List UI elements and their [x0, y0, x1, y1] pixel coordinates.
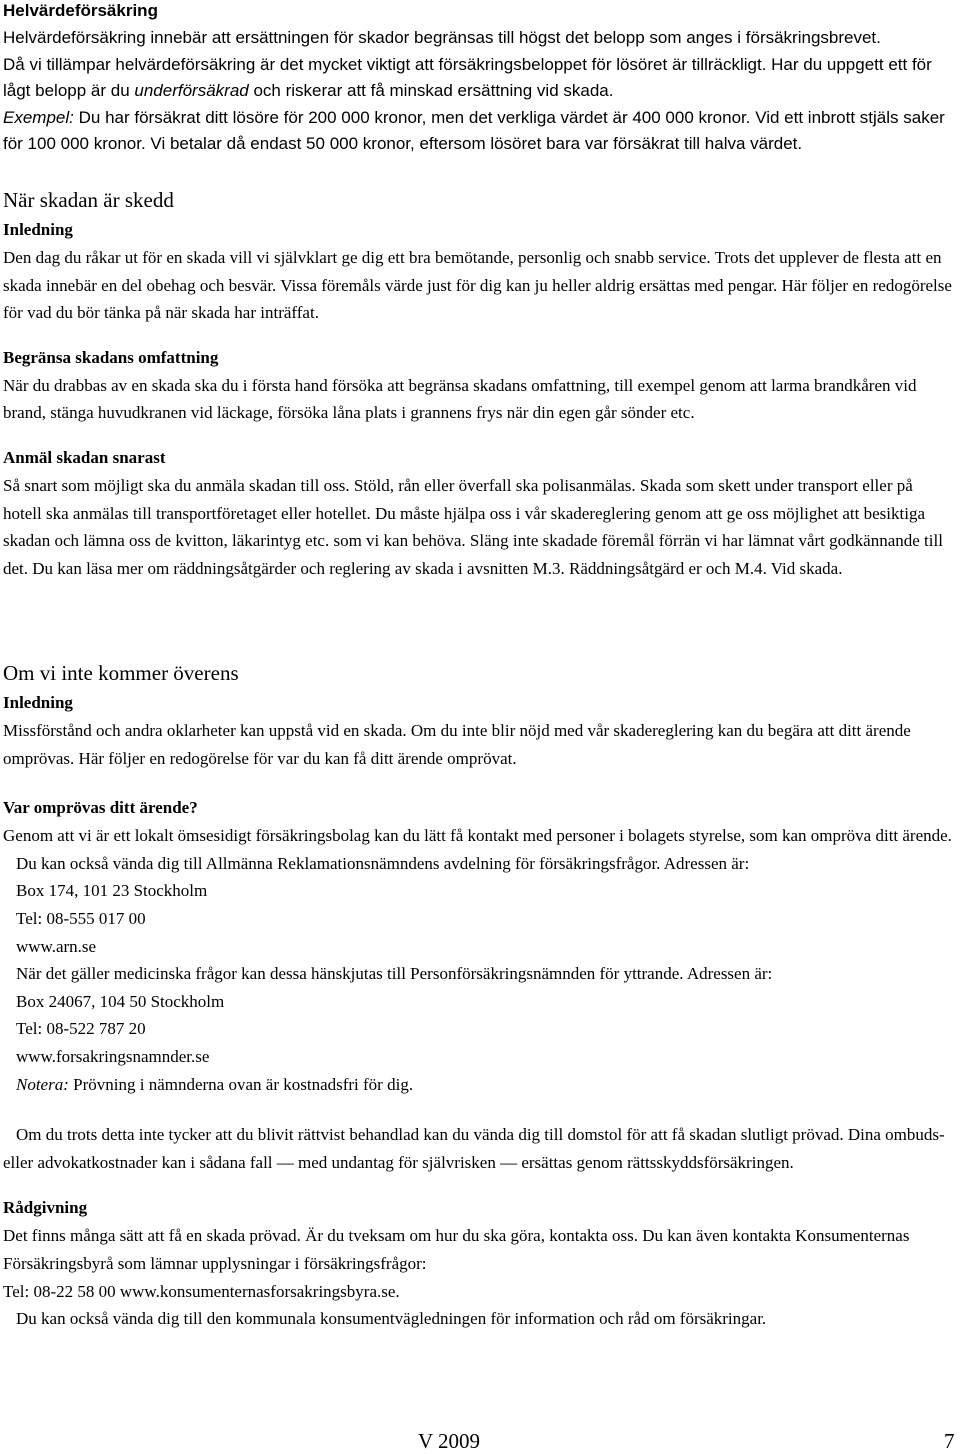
paragraph: Missförstånd och andra oklarheter kan uppstå vid en skada. Om du inte blir nöjd med vår skadereglering kan du begära att ditt ärende omprövas. Här följer en redogörelse för var du kan få ditt ärende omprövat.	[3, 721, 911, 768]
subheading: Begränsa skadans omfattning	[3, 347, 219, 367]
note	[16, 1071, 953, 1099]
section-nar-skadan-ar-skedd	[3, 187, 953, 582]
page-number: 7	[944, 1429, 955, 1453]
paragraph-text: och riskerar att få minskad ersättning vid skada.	[253, 81, 614, 100]
contact-block-arn	[3, 850, 953, 960]
contact-block-pfn	[3, 960, 953, 1098]
paragraph-text: När det gäller medicinska frågor kan dessa hänskjutas till Personförsäkringsnämnden för yttrande. Adressen är:	[16, 964, 773, 984]
phone: Tel: 08-555 017 00	[16, 908, 146, 928]
example-label: Exempel:	[3, 107, 74, 127]
paragraph: Den dag du råkar ut för en skada vill vi självklart ge dig ett bra bemötande, personlig och snabb service. Trots det upplever de flesta att en skada innebär en del obehag och besvär. Vissa föremåls värde just för dig kan ju heller aldrig ersättas med pengar. Här följer en redogörelse för vad du bör tänka på när skada har inträffat.	[3, 248, 952, 323]
example-paragraph	[3, 105, 953, 158]
section-heading: Helvärdeförsäkring	[3, 1, 158, 20]
emphasis-term: underförsäkrad	[134, 81, 249, 100]
note-text: Prövning i nämnderna ovan är kostnadsfri för dig.	[73, 1074, 414, 1094]
address: Box 174, 101 23 Stockholm	[16, 881, 208, 901]
note-label: Notera:	[16, 1074, 69, 1094]
website: www.arn.se	[16, 936, 97, 956]
contact-line: Tel: 08-22 58 00 www.konsumenternasforsakringsbyra.se.	[3, 1281, 400, 1301]
paragraph: Du kan också vända dig till den kommunala konsumentvägledningen för information och råd om försäkringar.	[16, 1309, 767, 1329]
paragraph: Genom att vi är ett lokalt ömsesidigt försäkringsbolag kan du lätt få kontakt med personer i bolagets styrelse, som kan ompröva ditt ärende.	[3, 826, 952, 846]
paragraph: När du drabbas av en skada ska du i första hand försöka att begränsa skadans omfattning, till exempel genom att larma brandkåren vid brand, stänga huvudkranen vid läckage, försöka låna plats i grannens frys när din egen går sönder etc.	[3, 375, 917, 423]
example-text: Du har försäkrat ditt lösöre för 200 000 kronor, men det verkliga värdet är 400 000 kronor. Vid ett inbrott stjäls saker för 100 000 kronor. Vi betalar då endast 50 000 kronor, eftersom lösöret bara var försäkrat till halva värdet.	[3, 107, 945, 153]
paragraph-text: Du kan också vända dig till Allmänna Reklamationsnämndens avdelning för försäkringsfrågor. Adressen är:	[16, 853, 750, 873]
paragraph: Det finns många sätt att få en skada prövad. Är du tveksam om hur du ska göra, kontakta oss. Du kan även kontakta Konsumenternas Försäkringsbyrå som lämnar upplysningar i försäkringsfrågor:	[3, 1226, 910, 1273]
address: Box 24067, 104 50 Stockholm	[16, 991, 225, 1011]
subheading: Anmäl skadan snarast	[3, 447, 166, 467]
paragraph-text: Då vi tillämpar helvärdeförsäkring är det mycket viktigt att försäkringsbeloppet för lösöret är tillräckligt. Har du uppgett ett för lågt belopp är du	[3, 54, 932, 100]
section-title: När skadan är skedd	[3, 188, 174, 212]
phone: Tel: 08-522 787 20	[16, 1019, 146, 1039]
section-om-vi-inte-kommer-overens	[3, 660, 953, 1333]
subheading: Var omprövas ditt ärende?	[3, 798, 198, 818]
section-helvardeforsakring	[3, 0, 953, 158]
paragraph-text: Helvärdeförsäkring innebär att ersättningen för skador begränsas till högst det belopp som anges i försäkringsbrevet.	[3, 28, 881, 47]
subheading: Inledning	[3, 220, 73, 239]
subheading: Inledning	[3, 693, 73, 712]
website: www.forsakringsnamnder.se	[16, 1046, 210, 1066]
paragraph: Om du trots detta inte tycker att du blivit rättvist behandlad kan du vända dig till domstol för att få skadan slutligt prövad. Dina ombuds- eller advokatkostnader kan i sådana fall — med undantag för självrisken — ersättas genom rättsskyddsförsäkringen.	[3, 1125, 945, 1172]
paragraph	[3, 25, 953, 105]
paragraph: Så snart som möjligt ska du anmäla skadan till oss. Stöld, rån eller överfall ska polisanmälas. Skada som skett under transport eller på hotell ska anmälas till transportföretaget eller hotellet. Du måste hjälpa oss i vår skadereglering genom att ge oss möjlighet att besiktiga skadan och lämna oss de kvitton, läkarintyg etc. som vi kan behöva. Släng inte skadade föremål förrän vi har lämnat vårt godkännande till det. Du kan läsa mer om räddningsåtgärder och reglering av skada i avsnitten M.3. Räddningsåtgärd er och M.4. Vid skada.	[3, 475, 943, 578]
section-title: Om vi inte kommer överens	[3, 661, 239, 685]
subheading: Rådgivning	[3, 1198, 88, 1218]
footer-version: V 2009	[418, 1429, 481, 1453]
